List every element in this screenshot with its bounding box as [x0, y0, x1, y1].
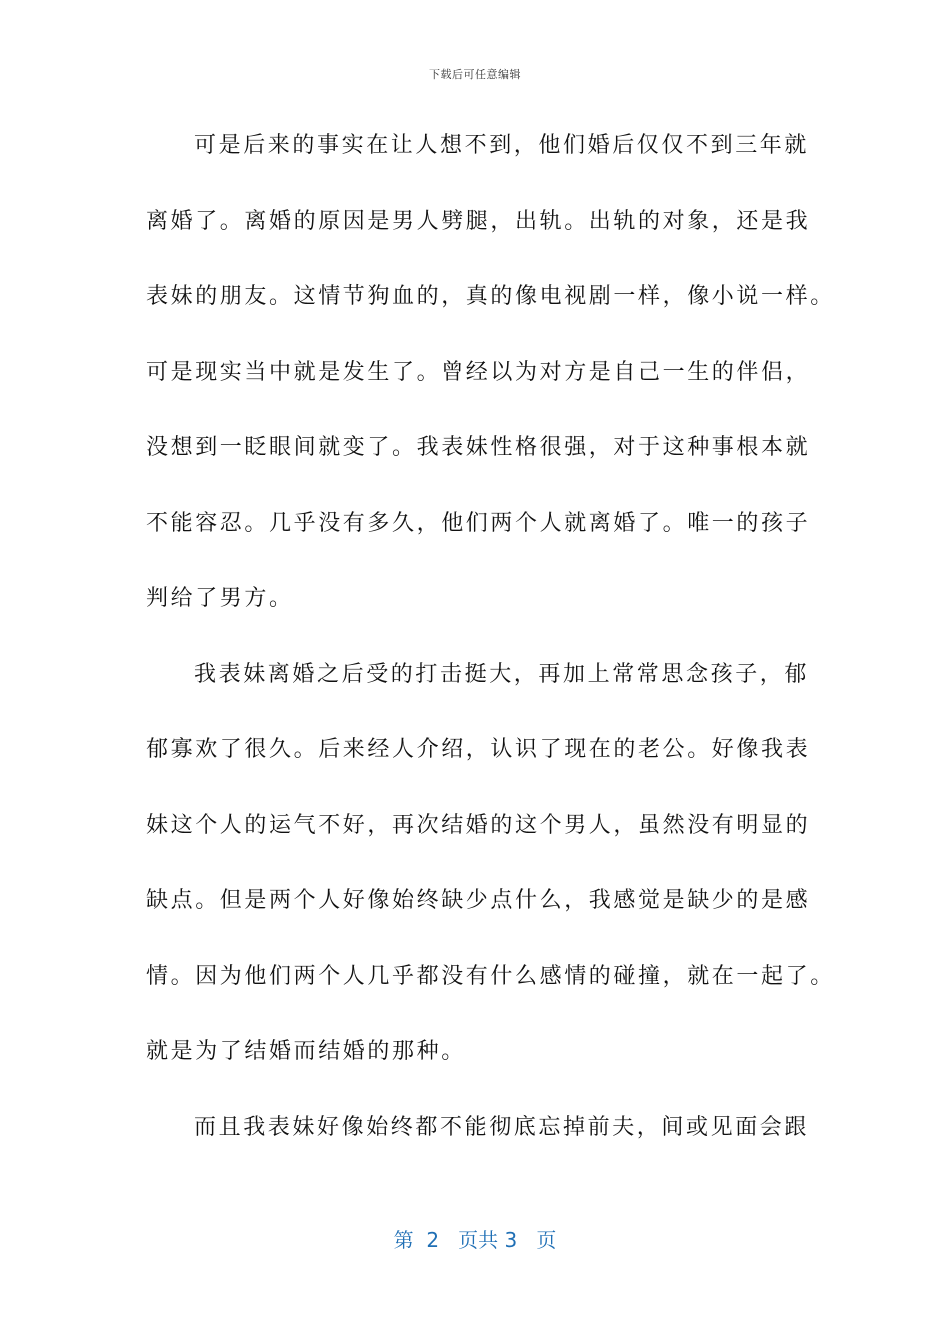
text-line: 情。因为他们两个人几乎都没有什么感情的碰撞，就在一起了。 — [146, 963, 835, 989]
text-line: 而且我表妹好像始终都不能彻底忘掉前夫，间或见面会跟 — [194, 1114, 810, 1140]
text-line: 可是后来的事实在让人想不到，他们婚后仅仅不到三年就 — [194, 133, 810, 158]
text-line: 郁寡欢了很久。后来经人介绍，认识了现在的老公。好像我表 — [146, 737, 811, 762]
page-header: 下载后可任意编辑 — [429, 68, 521, 81]
body-text — [146, 124, 835, 1181]
text-line: 可是现实当中就是发生了。曾经以为对方是自己一生的伴侣， — [146, 359, 811, 385]
page-footer: 第 2 页共 3 页 — [393, 1228, 557, 1252]
text-line: 缺点。但是两个人好像始终缺少点什么，我感觉是缺少的是感 — [146, 888, 811, 913]
text-line: 离婚了。离婚的原因是男人劈腿，出轨。出轨的对象，还是我 — [146, 208, 811, 234]
text-line: 我表妹离婚之后受的打击挺大，再加上常常思念孩子，郁 — [194, 661, 810, 687]
text-line: 就是为了结婚而结婚的那种。 — [146, 1039, 466, 1064]
text-line: 妹这个人的运气不好，再次结婚的这个男人，虽然没有明显的 — [146, 812, 811, 838]
text-line: 没想到一眨眼间就变了。我表妹性格很强，对于这种事根本就 — [146, 435, 811, 460]
text-line: 判给了男方。 — [146, 586, 294, 611]
text-line: 表妹的朋友。这情节狗血的，真的像电视剧一样，像小说一样。 — [146, 284, 835, 309]
text-line: 不能容忍。几乎没有多久，他们两个人就离婚了。唯一的孩子 — [146, 510, 811, 536]
